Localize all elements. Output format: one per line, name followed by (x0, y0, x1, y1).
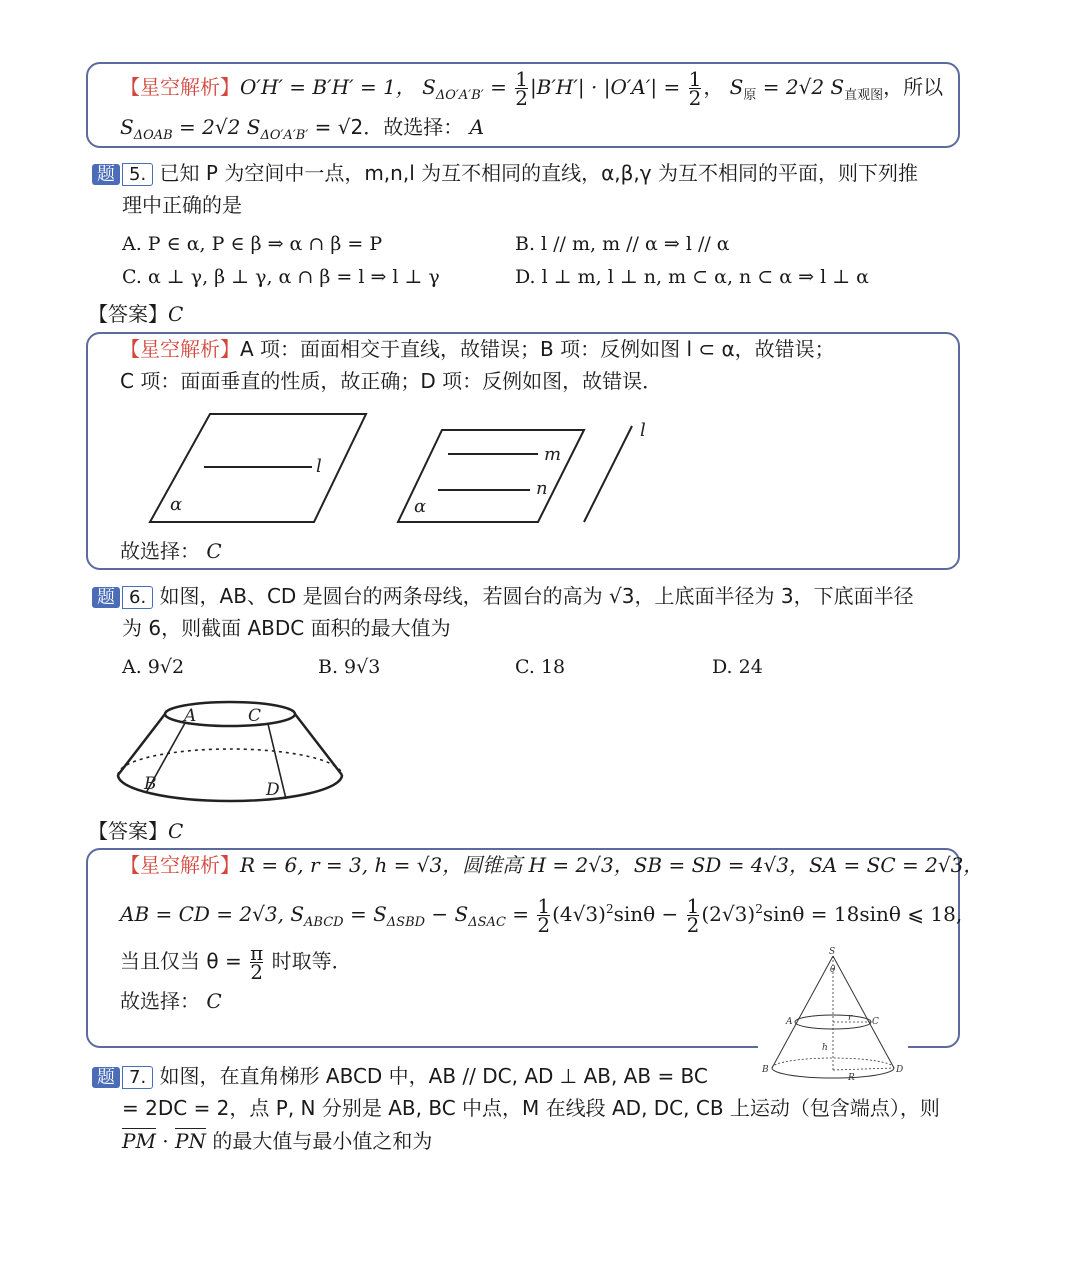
q5-option-c: C. α ⊥ γ, β ⊥ γ, α ∩ β = l ⇒ l ⊥ γ (122, 266, 440, 288)
q6-stem-line-1: 题 6. 如图，AB、CD 是圆台的两条母线，若圆台的高为 √3，上底面半径为 3，下底面半径 (92, 581, 914, 611)
q5-option-b: B. l // m, m // α ⇒ l // α (515, 233, 730, 255)
q7-stem-line-3: PM · PN 的最大值与最小值之和为 (122, 1129, 433, 1153)
label-alpha-1: α (170, 494, 183, 515)
q7-stem-line-1: 题 7. 如图，在直角梯形 ABCD 中，AB // DC, AD ⊥ AB, AB = BC (92, 1061, 708, 1091)
question-badge-6: 题 6. (92, 585, 153, 611)
prev-analysis-line-2: $S_{\Delta OAB} = 2√2$ $S_{\Delta O'A'B'} = √2$．故选择： A (120, 115, 485, 143)
cone-label-A: A (786, 1017, 793, 1027)
frustum-left-edge (118, 714, 165, 775)
label-C: C (248, 706, 262, 726)
cone-label-R: R (848, 1073, 855, 1083)
cone-label-S: S (829, 947, 836, 957)
q6-choose: 故选择： C (120, 989, 222, 1013)
cone-label-D: D (896, 1065, 904, 1075)
prev-analysis-line-1: 【星空解析】O′H′ = B′H′ = 1， $S_{\Delta O'A'B'}$ = $\frac{1}{2}$ |B′H′| · |O′A′| = $\frac{1}{2}$ ， $S_原 = 2√2$ $S_{直观图}$，所以 (120, 67, 944, 110)
cone-label-C: C (872, 1017, 879, 1027)
question-badge-5: 题 5. (92, 162, 153, 188)
prev-answer: A (469, 115, 485, 139)
q6-analysis-line-3: 当且仅当 θ = $\frac{\pi}{2}$ 时取等． (120, 941, 352, 984)
q5-stem-line-1: 题 5. 已知 P 为空间中一点，m,n,l 为互不相同的直线，α,β,γ 为互不相同的平面，则下列推 (92, 158, 918, 188)
q5-analysis-line-2: C 项：面面垂直的性质，故正确；D 项：反例如图，故错误． (120, 369, 663, 393)
label-A: A (184, 706, 197, 726)
vector-PN: PN (175, 1129, 206, 1153)
q6-frustum-figure (110, 695, 350, 811)
analysis-tag: 【星空解析】 (120, 75, 240, 99)
line-l-outside (584, 426, 632, 522)
q6-stem-line-2: 为 6，则截面 ABDC 面积的最大值为 (122, 616, 451, 640)
label-l: l (316, 456, 322, 477)
vector-PM: PM (122, 1129, 156, 1153)
label-B: B (144, 774, 157, 794)
q5-figure-planes (140, 410, 660, 530)
q6-option-c: C. 18 (515, 656, 566, 678)
question-badge-7: 题 7. (92, 1065, 153, 1091)
fraction-half: $\frac{1}{2}$ (515, 67, 528, 110)
label-D: D (266, 780, 280, 800)
q5-choose: 故选择： C (120, 539, 222, 563)
label-alpha-2: α (414, 496, 427, 517)
cone-label-theta: θ (830, 965, 836, 975)
q5-option-d: D. l ⊥ m, l ⊥ n, m ⊂ α, n ⊂ α ⇒ l ⊥ α (515, 266, 869, 288)
q6-option-a: A. 9√2 (122, 656, 185, 678)
cone-right-edge (833, 956, 894, 1068)
q6-option-d: D. 24 (712, 656, 763, 678)
frustum-bottom-back (118, 749, 342, 775)
q5-analysis-line-1: 【星空解析】A 项：面面相交于直线，故错误；B 项：反例如图 l ⊂ α，故错误； (120, 337, 835, 361)
cone-label-h: h (822, 1043, 828, 1053)
cone-label-B: B (762, 1065, 769, 1075)
q6-analysis-line-2: AB = CD = 2√3, $S_{ABCD} = S_{\Delta SBD} - S_{\Delta SAC}$ = $\frac{1}{2}$ $(4√3)^2\sin\theta$ − $\frac{1}{2}$ $(2√3)^2\sin\theta = 18\sin\theta$ ⩽ 18, (120, 894, 963, 937)
q5-option-a: A. P ∈ α, P ∈ β ⇒ α ∩ β = P (122, 233, 383, 255)
q6-cone-figure (758, 944, 908, 1084)
label-m: m (544, 444, 562, 465)
label-n: n (536, 478, 548, 499)
cone-label-r: r (848, 1013, 853, 1023)
q5-answer: 【答案】C (88, 302, 184, 326)
fraction-half: $\frac{1}{2}$ (688, 67, 702, 110)
q6-analysis-line-1: 【星空解析】R = 6, r = 3, h = √3，圆锥高 H = 2√3，SB = SD = 4√3，SA = SC = 2√3， (120, 853, 984, 877)
q7-stem-line-2: = 2DC = 2，点 P, N 分别是 AB, BC 中点，M 在线段 AD, DC, CB 上运动（包含端点），则 (122, 1096, 940, 1120)
q6-option-b: B. 9√3 (318, 656, 381, 678)
label-l-outside: l (640, 420, 646, 441)
q5-stem-line-2: 理中正确的是 (122, 193, 242, 217)
q6-answer: 【答案】C (88, 819, 184, 843)
